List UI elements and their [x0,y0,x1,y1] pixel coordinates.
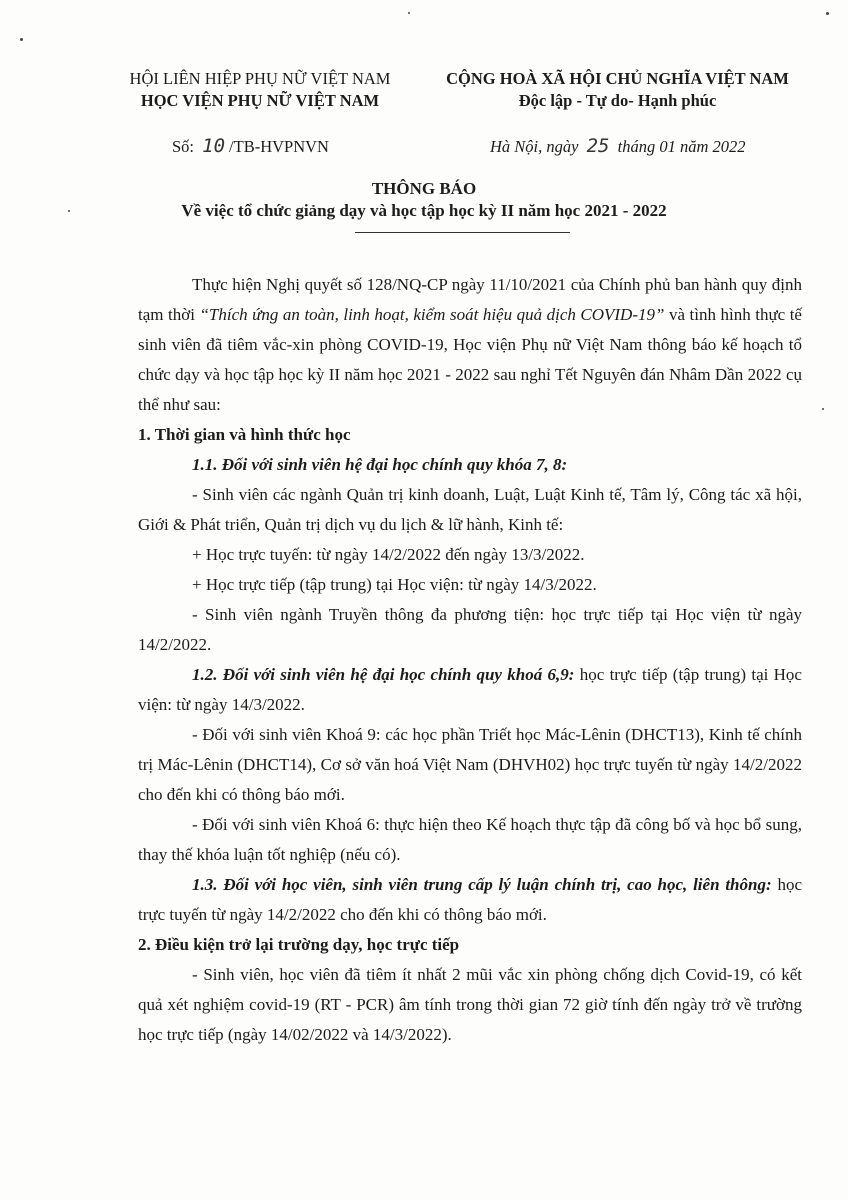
date-day: 25 [586,135,610,157]
title-divider [355,232,570,233]
subsection-1-3 [138,870,802,930]
ref-suffix: /TB-HVPNVN [229,137,329,156]
country-name: CỘNG HOÀ XÃ HỘI CHỦ NGHĨA VIỆT NAM [446,69,789,88]
date-prefix: Hà Nội, ngày [490,137,579,156]
paragraph: - Đối với sinh viên Khoá 9: các học phần Triết học Mác-Lênin (DHCT13), Kinh tế chính trị Mác-Lênin (DHCT14), Cơ sở văn hoá Việt Nam (DHVH02) học trực tuyến từ ngày 14/2/2022 cho đến khi có thông báo mới. [138,725,802,804]
section-2-heading: 2. Điều kiện trở lại trường dạy, học trực tiếp [138,935,460,954]
document-number [172,135,329,157]
subsection-1-2-heading: 1.2. Đối với sinh viên hệ đại học chính quy khoá 6,9: [192,665,575,684]
paragraph: - Sinh viên các ngành Quản trị kinh doanh, Luật, Luật Kinh tế, Tâm lý, Công tác xã hội, Giới & Phát triển, Quản trị dịch vụ du lịch & lữ hành, Kinh tế: [138,485,802,534]
paragraph: + Học trực tuyến: từ ngày 14/2/2022 đến ngày 13/3/2022. [192,545,585,564]
subsection-1-3-heading: 1.3. Đối với học viên, sinh viên trung cấp lý luận chính trị, cao học, liên thông: [192,875,772,894]
intro-quote: “Thích ứng an toàn, linh hoạt, kiểm soát hiệu quả dịch COVID-19” [199,305,665,324]
organization-header [105,68,415,112]
paragraph: - Đối với sinh viên Khoá 6: thực hiện theo Kế hoạch thực tập đã công bố và học bổ sung, thay thế khóa luận tốt nghiệp (nếu có). [138,815,802,864]
national-header [425,68,810,112]
scan-speck [408,12,410,14]
scan-speck [822,408,824,410]
document-body [138,270,802,1050]
scan-speck [826,12,829,15]
document-date [490,135,745,157]
scan-speck [20,38,23,41]
subsection-1-1-heading: 1.1. Đối với sinh viên hệ đại học chính quy khóa 7, 8: [192,455,568,474]
parent-organization: HỘI LIÊN HIỆP PHỤ NỮ VIỆT NAM [129,69,391,88]
subsection-1-2 [138,660,802,720]
subsection-1-2-text: học trực tiếp (tập trung) tại Học viện: từ ngày 14/3/2022. [138,665,802,714]
paragraph: - Sinh viên ngành Truyền thông đa phương tiện: học trực tiếp tại Học viện từ ngày 14/2/2022. [138,605,802,654]
document-subtitle: Về việc tổ chức giảng dạy và học tập học kỳ II năm học 2021 - 2022 [181,201,667,220]
national-motto: Độc lập - Tự do- Hạnh phúc [518,91,717,110]
issuing-organization: HỌC VIỆN PHỤ NỮ VIỆT NAM [140,91,380,110]
section-1-heading: 1. Thời gian và hình thức học [138,425,351,444]
date-suffix: tháng 01 năm 2022 [617,137,746,156]
paragraph: + Học trực tiếp (tập trung) tại Học viện: từ ngày 14/3/2022. [192,575,597,594]
paragraph: - Sinh viên, học viên đã tiêm ít nhất 2 mũi vắc xin phòng chống dịch Covid-19, có kết quả xét nghiệm covid-19 (RT - PCR) âm tính trong thời gian 72 giờ tính đến ngày trở về trường học trực tiếp (ngày 14/02/2022 và 14/3/2022). [138,965,802,1044]
intro-text: Thực hiện Nghị quyết số 128/NQ-CP ngày 11/10/2021 của Chính phủ ban hành quy định tạm thời [138,275,802,324]
subsection-1-3-text: học trực tuyến từ ngày 14/2/2022 cho đến khi có thông báo mới. [138,875,803,924]
intro-paragraph [138,270,802,420]
intro-text-cont: và tình hình thực tế sinh viên đã tiêm vắc-xin phòng COVID-19, Học viện Phụ nữ Việt Nam thông báo kế hoạch tổ chức dạy và học tập học kỳ II năm học 2021 - 2022 sau nghỉ Tết Nguyên đán Nhâm Dần 2022 cụ thể như sau: [138,305,802,414]
ref-prefix: Số: [172,137,195,156]
document-title: THÔNG BÁO [371,179,477,198]
ref-number: 10 [202,135,226,157]
